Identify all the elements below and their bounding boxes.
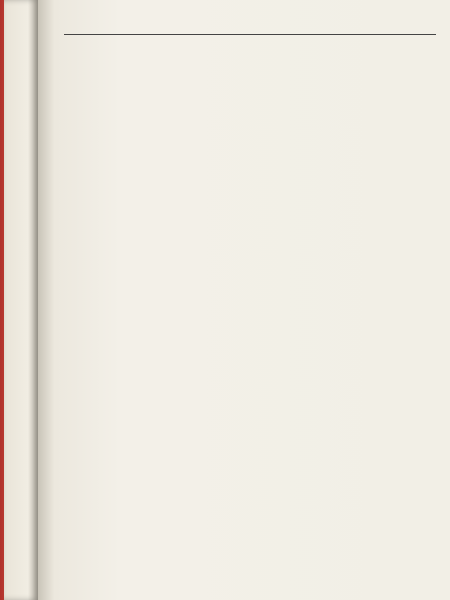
header-rule	[64, 34, 436, 35]
book-page	[38, 0, 450, 600]
running-header	[64, 16, 444, 32]
left-page-edge	[4, 0, 38, 600]
